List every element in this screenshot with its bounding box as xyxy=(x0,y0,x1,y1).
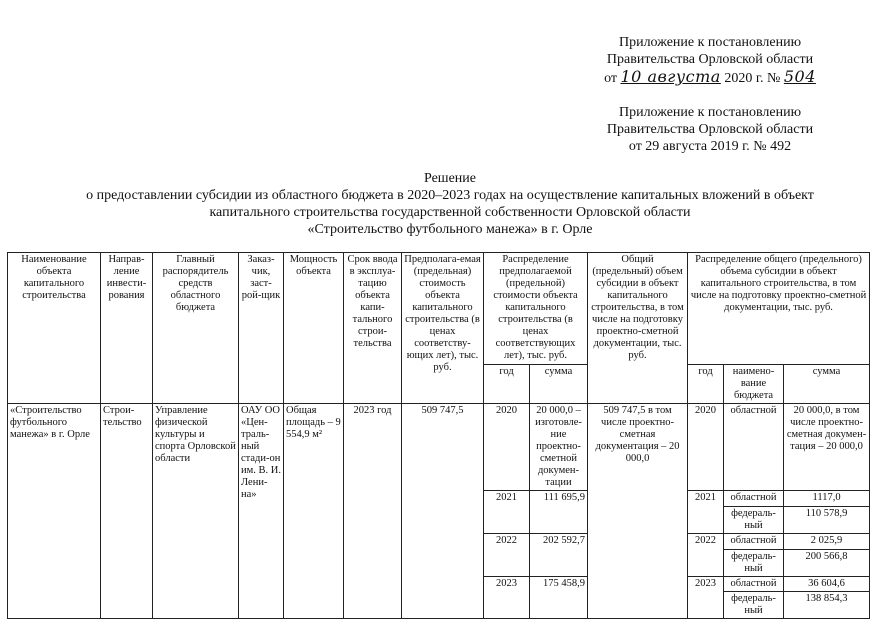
sub-budget: федераль-ный xyxy=(724,550,784,577)
appendix-old xyxy=(560,104,860,155)
cell-capacity: Общая площадь – 9 554,9 м² xyxy=(284,404,344,619)
th-total-subsidy: Общий (предельный) объем субсидии в объект капитального строительства, в том числе на подготовку проектно-сметной документации, тыс. руб. xyxy=(588,253,688,404)
sub-year: 2021 xyxy=(688,491,724,534)
cost-year: 2023 xyxy=(484,577,530,619)
cell-total-subsidy: 509 747,5 в том числе проектно-сметная документация – 20 000,0 xyxy=(588,404,688,619)
th-direction: Направ-ление инвести-рования xyxy=(101,253,153,404)
appendix-old-line1: Приложение к постановлению xyxy=(618,105,802,120)
sub-sum: 1117,0 xyxy=(784,491,870,507)
cost-sum: 202 592,7 xyxy=(530,534,588,577)
cell-direction: Строи-тельство xyxy=(101,404,153,619)
cost-sum: 111 695,9 xyxy=(530,491,588,534)
sub-sum: 2 025,9 xyxy=(784,534,870,550)
sub-budget: областной xyxy=(724,404,784,491)
th-manager: Главный распорядитель средств областного бюджета xyxy=(153,253,239,404)
cost-year: 2022 xyxy=(484,534,530,577)
sub-sum: 36 604,6 xyxy=(784,577,870,592)
cell-cost: 509 747,5 xyxy=(402,404,484,619)
appendix-new xyxy=(560,34,860,87)
sub-budget: федераль-ный xyxy=(724,507,784,534)
th-cost-year: год xyxy=(484,365,530,404)
sub-year: 2020 xyxy=(688,404,724,491)
sub-year: 2023 xyxy=(688,577,724,619)
document-title xyxy=(30,170,870,238)
appendix-old-line3: от 29 августа 2019 г. № 492 xyxy=(628,139,792,154)
th-capacity: Мощность объекта xyxy=(284,253,344,404)
handwritten-date: 10 августа xyxy=(620,67,721,86)
th-sub-sum: сумма xyxy=(784,365,870,404)
th-dist-cost: Распределение предполагаемой (предельной) стоимости объекта капитального строительства (в ценах соответствующих лет), тыс. руб. xyxy=(484,253,588,365)
th-sub-year: год xyxy=(688,365,724,404)
th-dist-subsidy: Распределение общего (предельного) объема субсидии в объект капитального строительства, в том числе на подготовку проектно-сметной документации, тыс. руб. xyxy=(688,253,870,365)
sub-budget: областной xyxy=(724,491,784,507)
appendix-old-line2: Правительства Орловской области xyxy=(606,122,814,137)
title-line1: Решение xyxy=(423,171,476,186)
from-label: от xyxy=(604,71,617,86)
cost-year: 2021 xyxy=(484,491,530,534)
appendix-new-line3 xyxy=(560,68,860,87)
title-line2: о предоставлении субсидии из областного бюджета в 2020–2023 годах на осуществление капитальных вложений в объект xyxy=(86,188,814,203)
sub-sum: 20 000,0, в том числе проектно-сметная докумен-тация – 20 000,0 xyxy=(784,404,870,491)
title-line3: капитального строительства государственной собственности Орловской области xyxy=(209,205,691,220)
year-label: 2020 г. № xyxy=(724,71,781,86)
sub-budget: федераль-ный xyxy=(724,592,784,619)
cell-term: 2023 год xyxy=(344,404,402,619)
handwritten-number: 504 xyxy=(783,67,816,86)
th-name: Наименование объекта капитального строительства xyxy=(8,253,101,404)
th-term: Срок ввода в эксплуа-тацию объекта капи-тального строи-тельства xyxy=(344,253,402,404)
header-row-1 xyxy=(8,253,870,365)
sub-year: 2022 xyxy=(688,534,724,577)
table-row xyxy=(8,404,870,491)
appendix-new-line1: Приложение к постановлению xyxy=(618,35,802,50)
th-sub-budget: наимено-вание бюджета xyxy=(724,365,784,404)
th-cost: Предполага-емая (предельная) стоимость объекта капитального строительства (в ценах соответству-ющих лет), тыс. руб. xyxy=(402,253,484,404)
cell-customer: ОАУ ОО «Цен-траль-ный стади-он им. В. И. Лени-на» xyxy=(239,404,284,619)
title-line4: «Строительство футбольного манежа» в г. Орле xyxy=(307,222,593,237)
subsidy-table xyxy=(7,252,870,619)
th-cost-sum: сумма xyxy=(530,365,588,404)
cell-object-name: «Строительство футбольного манежа» в г. Орле xyxy=(8,404,101,619)
appendix-new-line2: Правительства Орловской области xyxy=(606,52,814,67)
sub-budget: областной xyxy=(724,534,784,550)
th-customer: Заказ-чик, заст-рой-щик xyxy=(239,253,284,404)
sub-sum: 110 578,9 xyxy=(784,507,870,534)
cost-sum: 20 000,0 – изготовле-ние проектно-сметной докумен-тации xyxy=(530,404,588,491)
cost-year: 2020 xyxy=(484,404,530,491)
cost-sum: 175 458,9 xyxy=(530,577,588,619)
cell-manager: Управление физической культуры и спорта Орловской области xyxy=(153,404,239,619)
sub-budget: областной xyxy=(724,577,784,592)
sub-sum: 138 854,3 xyxy=(784,592,870,619)
sub-sum: 200 566,8 xyxy=(784,550,870,577)
